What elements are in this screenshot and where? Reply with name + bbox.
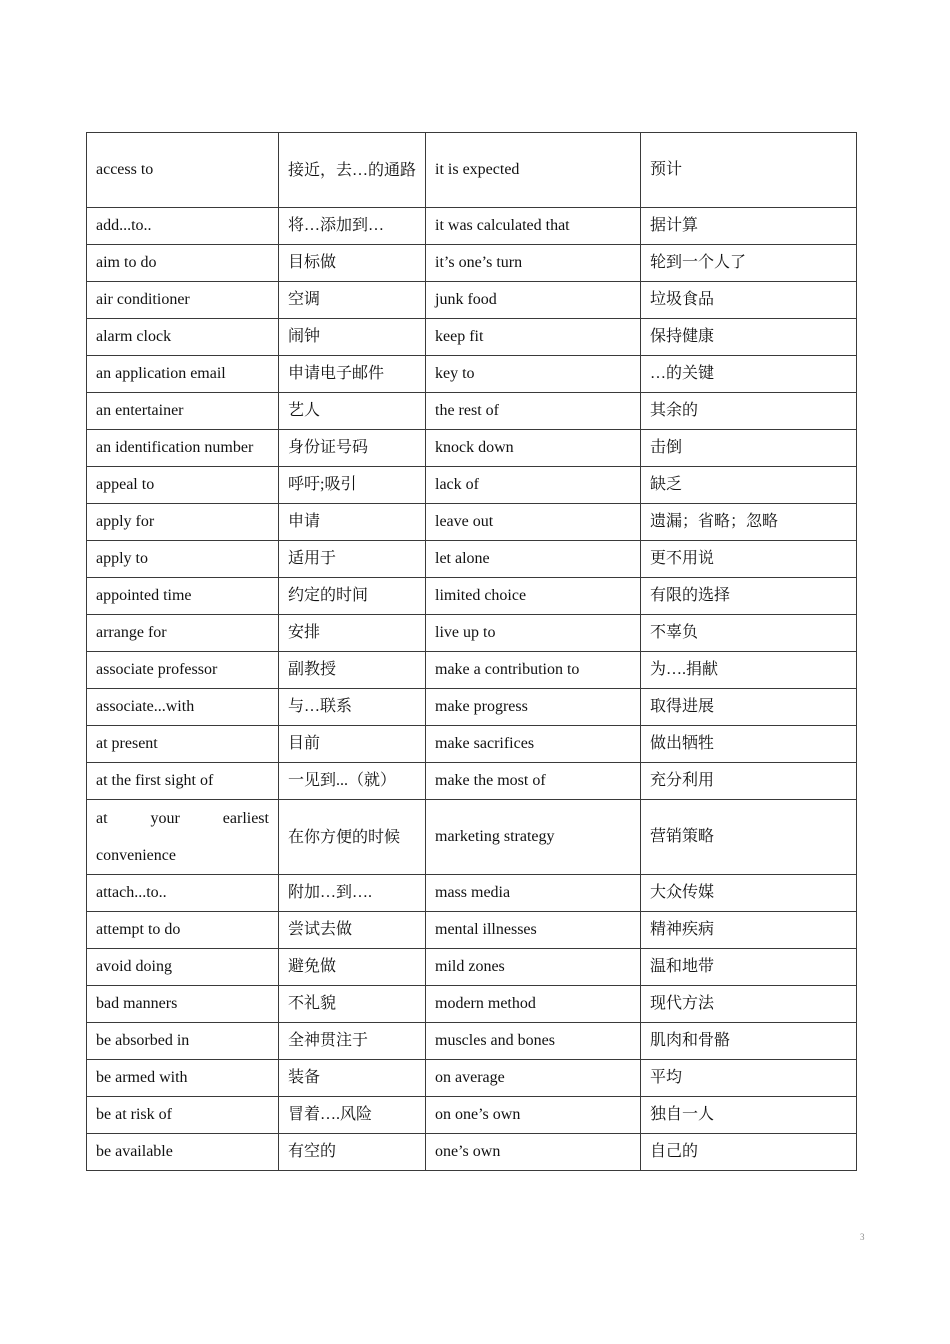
chinese-meaning-cell: 为….捐献	[641, 652, 857, 689]
table-row	[87, 208, 857, 245]
chinese-meaning-cell: 独自一人	[641, 1097, 857, 1134]
english-phrase-cell: be at risk of	[87, 1097, 279, 1134]
english-phrase-cell: appointed time	[87, 578, 279, 615]
english-phrase-cell: be absorbed in	[87, 1023, 279, 1060]
phrase-continuation: convenience	[96, 847, 176, 864]
chinese-meaning-cell: 一见到...（就）	[279, 763, 426, 800]
table-row	[87, 689, 857, 726]
english-phrase-cell: appeal to	[87, 467, 279, 504]
english-phrase-cell: modern method	[426, 986, 641, 1023]
chinese-meaning-cell: 击倒	[641, 430, 857, 467]
english-phrase-cell: keep fit	[426, 319, 641, 356]
table-row	[87, 282, 857, 319]
english-phrase-cell: it is expected	[426, 133, 641, 208]
chinese-meaning-cell: 精神疾病	[641, 912, 857, 949]
english-phrase-cell: leave out	[426, 504, 641, 541]
table-row	[87, 763, 857, 800]
chinese-meaning-cell: 平均	[641, 1060, 857, 1097]
chinese-meaning-cell: 缺乏	[641, 467, 857, 504]
english-phrase-cell: associate...with	[87, 689, 279, 726]
chinese-meaning-cell: 不礼貌	[279, 986, 426, 1023]
chinese-meaning-cell: 有限的选择	[641, 578, 857, 615]
table-row	[87, 541, 857, 578]
table-row	[87, 986, 857, 1023]
english-phrase-cell: limited choice	[426, 578, 641, 615]
vocabulary-table	[86, 132, 857, 1171]
english-phrase-cell: apply for	[87, 504, 279, 541]
chinese-meaning-cell: 温和地带	[641, 949, 857, 986]
english-phrase-cell: marketing strategy	[426, 800, 641, 875]
chinese-meaning-cell: 营销策略	[641, 800, 857, 875]
english-phrase-cell: mass media	[426, 875, 641, 912]
table-row	[87, 615, 857, 652]
chinese-meaning-cell: 艺人	[279, 393, 426, 430]
english-phrase-cell: at the first sight of	[87, 763, 279, 800]
chinese-meaning-cell: 现代方法	[641, 986, 857, 1023]
english-phrase-cell: attach...to..	[87, 875, 279, 912]
chinese-meaning-cell: 副教授	[279, 652, 426, 689]
chinese-meaning-cell: 与…联系	[279, 689, 426, 726]
chinese-meaning-cell: 大众传媒	[641, 875, 857, 912]
table-row	[87, 319, 857, 356]
chinese-meaning-cell: 安排	[279, 615, 426, 652]
table-row	[87, 949, 857, 986]
chinese-meaning-cell: 有空的	[279, 1134, 426, 1171]
chinese-meaning-cell: 在你方便的时候	[279, 800, 426, 875]
english-phrase-cell: associate professor	[87, 652, 279, 689]
english-phrase-cell: on one’s own	[426, 1097, 641, 1134]
chinese-meaning-cell: 做出牺牲	[641, 726, 857, 763]
chinese-meaning-cell: 取得进展	[641, 689, 857, 726]
english-phrase-cell: lack of	[426, 467, 641, 504]
english-phrase-cell: make sacrifices	[426, 726, 641, 763]
english-phrase-cell	[87, 800, 279, 875]
chinese-meaning-cell: 装备	[279, 1060, 426, 1097]
table-row	[87, 1023, 857, 1060]
chinese-meaning-cell: 适用于	[279, 541, 426, 578]
chinese-meaning-cell: 约定的时间	[279, 578, 426, 615]
english-phrase-cell: junk food	[426, 282, 641, 319]
english-phrase-cell: make the most of	[426, 763, 641, 800]
english-phrase-cell: alarm clock	[87, 319, 279, 356]
chinese-meaning-cell: 避免做	[279, 949, 426, 986]
table-row	[87, 652, 857, 689]
table-row	[87, 1060, 857, 1097]
chinese-meaning-cell: 保持健康	[641, 319, 857, 356]
vocabulary-table-body	[87, 133, 857, 1171]
english-phrase-cell: arrange for	[87, 615, 279, 652]
english-phrase-cell: apply to	[87, 541, 279, 578]
english-phrase-cell: bad manners	[87, 986, 279, 1023]
chinese-meaning-cell: 轮到一个人了	[641, 245, 857, 282]
table-row	[87, 578, 857, 615]
chinese-meaning-cell: …的关键	[641, 356, 857, 393]
chinese-meaning-cell: 目标做	[279, 245, 426, 282]
table-row	[87, 430, 857, 467]
english-phrase-cell: knock down	[426, 430, 641, 467]
english-phrase-cell: air conditioner	[87, 282, 279, 319]
phrase-word: your	[150, 810, 180, 827]
chinese-meaning-cell: 据计算	[641, 208, 857, 245]
chinese-meaning-cell: 不辜负	[641, 615, 857, 652]
table-row	[87, 504, 857, 541]
chinese-meaning-cell: 身份证号码	[279, 430, 426, 467]
english-phrase-cell: at present	[87, 726, 279, 763]
english-phrase-cell: an identification number	[87, 430, 279, 467]
english-phrase-cell: be armed with	[87, 1060, 279, 1097]
table-row	[87, 1134, 857, 1171]
english-phrase-cell: let alone	[426, 541, 641, 578]
chinese-meaning-cell: 附加…到….	[279, 875, 426, 912]
table-row	[87, 912, 857, 949]
justified-line	[96, 800, 269, 837]
chinese-meaning-cell: 目前	[279, 726, 426, 763]
table-row	[87, 800, 857, 875]
english-phrase-cell: attempt to do	[87, 912, 279, 949]
chinese-meaning-cell: 申请电子邮件	[279, 356, 426, 393]
chinese-meaning-cell: 申请	[279, 504, 426, 541]
table-row	[87, 245, 857, 282]
chinese-meaning-cell: 预计	[641, 133, 857, 208]
chinese-meaning-cell: 尝试去做	[279, 912, 426, 949]
english-phrase-cell: make a contribution to	[426, 652, 641, 689]
english-phrase-cell: mental illnesses	[426, 912, 641, 949]
table-row	[87, 875, 857, 912]
chinese-meaning-cell: 肌肉和骨骼	[641, 1023, 857, 1060]
english-phrase-cell: be available	[87, 1134, 279, 1171]
table-row	[87, 393, 857, 430]
english-phrase-cell: add...to..	[87, 208, 279, 245]
english-phrase-cell: on average	[426, 1060, 641, 1097]
page-number: 3	[860, 1232, 865, 1242]
chinese-meaning-cell: 充分利用	[641, 763, 857, 800]
chinese-meaning-cell: 闹钟	[279, 319, 426, 356]
english-phrase-cell: the rest of	[426, 393, 641, 430]
english-phrase-cell: key to	[426, 356, 641, 393]
english-phrase-cell: mild zones	[426, 949, 641, 986]
phrase-word: at	[96, 810, 108, 827]
table-row	[87, 356, 857, 393]
english-phrase-cell: make progress	[426, 689, 641, 726]
english-phrase-cell: it’s one’s turn	[426, 245, 641, 282]
english-phrase-cell: an application email	[87, 356, 279, 393]
chinese-meaning-cell: 遗漏；省略；忽略	[641, 504, 857, 541]
chinese-meaning-cell: 其余的	[641, 393, 857, 430]
phrase-word: earliest	[222, 810, 269, 827]
english-phrase-cell: muscles and bones	[426, 1023, 641, 1060]
table-row	[87, 726, 857, 763]
chinese-meaning-cell: 垃圾食品	[641, 282, 857, 319]
chinese-meaning-cell: 冒着….风险	[279, 1097, 426, 1134]
table-row	[87, 467, 857, 504]
chinese-meaning-cell: 呼吁;吸引	[279, 467, 426, 504]
table-row	[87, 133, 857, 208]
table-row	[87, 1097, 857, 1134]
english-phrase-cell: one’s own	[426, 1134, 641, 1171]
chinese-meaning-cell: 将…添加到…	[279, 208, 426, 245]
chinese-meaning-cell: 空调	[279, 282, 426, 319]
chinese-meaning-cell: 更不用说	[641, 541, 857, 578]
chinese-meaning-cell: 自己的	[641, 1134, 857, 1171]
english-phrase-cell: aim to do	[87, 245, 279, 282]
english-phrase-cell: live up to	[426, 615, 641, 652]
chinese-meaning-cell: 接近，去…的通路	[279, 133, 426, 208]
english-phrase-cell: access to	[87, 133, 279, 208]
chinese-meaning-cell: 全神贯注于	[279, 1023, 426, 1060]
english-phrase-cell: an entertainer	[87, 393, 279, 430]
english-phrase-cell: it was calculated that	[426, 208, 641, 245]
english-phrase-cell: avoid doing	[87, 949, 279, 986]
